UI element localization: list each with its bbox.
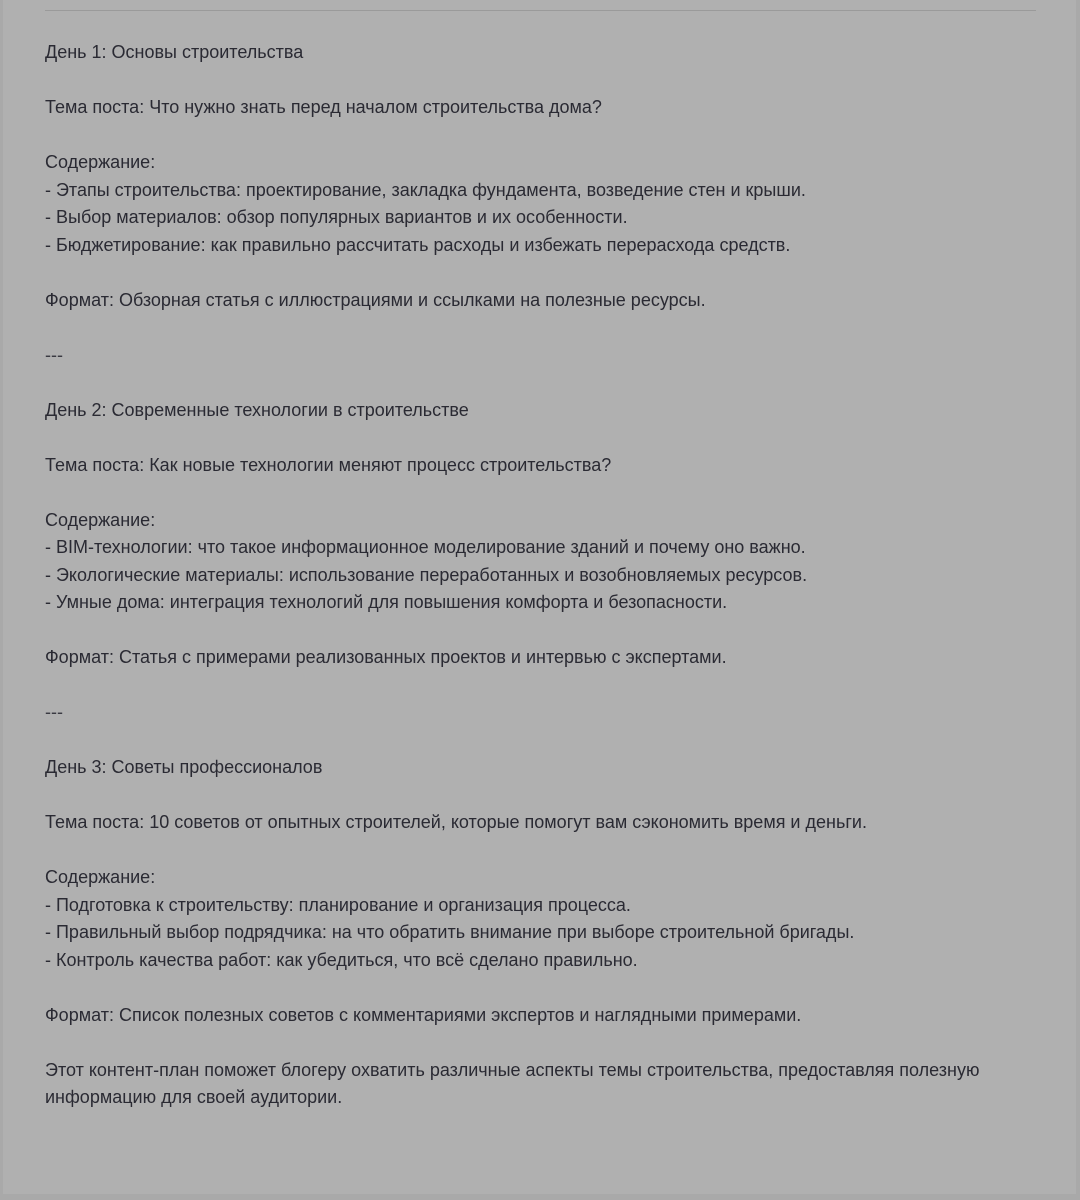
separator: --- xyxy=(45,702,63,722)
day-1-item: - Этапы строительства: проектирование, закладка фундамента, возведение стен и крыши. xyxy=(45,179,806,200)
day-2-item: - BIM-технологии: что такое информационное моделирование зданий и почему оно важно. xyxy=(45,537,806,557)
conclusion-text: Этот контент-план поможет блогеру охватить различные аспекты темы строительства, предоставляя полезную информацию для своей аудитории. xyxy=(45,1059,985,1107)
day-2-item: - Умные дома: интеграция технологий для повышения комфорта и безопасности. xyxy=(45,592,728,612)
day-1-item: - Бюджетирование: как правильно рассчитать расходы и избежать перерасхода средств. xyxy=(45,234,791,255)
day-3-item: - Правильный выбор подрядчика: на что обратить внимание при выборе строительной бригады. xyxy=(45,922,855,942)
day-1-content-label: Содержание: xyxy=(45,152,156,172)
day-2-item: - Экологические материалы: использование переработанных и возобновляемых ресурсов. xyxy=(45,564,808,585)
day-3-item: - Контроль качества работ: как убедиться, что всё сделано правильно. xyxy=(45,949,638,970)
day-2-topic: Тема поста: Как новые технологии меняют процесс строительства? xyxy=(45,454,612,475)
content-plan-text xyxy=(45,39,1035,1112)
day-3-heading: День 3: Советы профессионалов xyxy=(45,757,323,777)
day-3-item: - Подготовка к строительству: планирование и организация процесса. xyxy=(45,894,631,915)
day-3-format: Формат: Список полезных советов с комментариями экспертов и наглядными примерами. xyxy=(45,1004,802,1025)
day-3-content-label: Содержание: xyxy=(45,867,156,887)
day-2-content-label: Содержание: xyxy=(45,509,156,530)
day-2-format: Формат: Статья с примерами реализованных проектов и интервью с экспертами. xyxy=(45,647,727,667)
top-divider xyxy=(45,10,1036,11)
message-panel xyxy=(3,0,1076,1194)
day-1-format: Формат: Обзорная статья с иллюстрациями и ссылками на полезные ресурсы. xyxy=(45,289,706,310)
day-2-heading: День 2: Современные технологии в строительстве xyxy=(45,399,469,420)
day-1-topic: Тема поста: Что нужно знать перед началом строительства дома? xyxy=(45,97,602,117)
day-1-heading: День 1: Основы строительства xyxy=(45,42,304,62)
day-3-topic: Тема поста: 10 советов от опытных строителей, которые помогут вам сэкономить время и деньги. xyxy=(45,812,867,832)
separator: --- xyxy=(45,344,63,365)
day-1-item: - Выбор материалов: обзор популярных вариантов и их особенности. xyxy=(45,207,628,227)
